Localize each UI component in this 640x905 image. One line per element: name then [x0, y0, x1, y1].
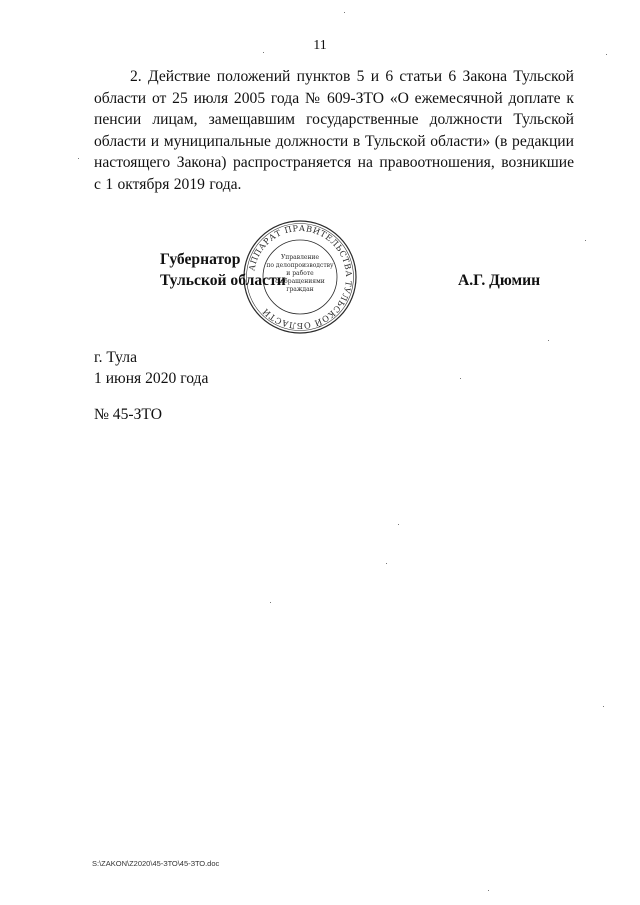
seal-center-line-3: и работе — [286, 270, 314, 277]
scan-speck — [270, 602, 271, 603]
signature-name: А.Г. Дюмин — [458, 272, 541, 289]
place-and-date — [94, 347, 208, 389]
scan-speck — [585, 240, 586, 241]
signature-title-line-1: Губернатор — [160, 251, 241, 268]
paragraph-line-5: распространяется на правоотношения, возникшие с 1 октября 2019 года. — [94, 154, 575, 193]
scan-speck — [606, 54, 607, 55]
paragraph-line-1: 2. Действие положений пунктов 5 и 6 статьи 6 Закона Тульской области — [94, 68, 574, 107]
paragraph-line-2: от 25 июля 2005 года № 609-ЗТО «О ежемесячной доплате к пенсии лицам, — [94, 89, 574, 128]
scan-speck — [78, 158, 79, 159]
scan-speck — [460, 378, 461, 379]
signing-date: 1 июня 2020 года — [94, 370, 209, 387]
page-number: 11 — [313, 38, 327, 53]
seal-center-line-2: по делопроизводству — [266, 262, 334, 269]
scan-speck — [603, 706, 604, 707]
scan-speck — [488, 890, 489, 891]
paragraph-line-4: должности в Тульской области» (в редакции настоящего Закона) — [94, 132, 574, 171]
paragraph-line-3: замещавшим государственные должности Тульской области и муниципальные — [94, 111, 574, 150]
scan-speck — [386, 563, 387, 564]
scan-speck — [344, 12, 345, 13]
law-number: № 45-ЗТО — [94, 406, 162, 423]
city: г. Тула — [94, 349, 137, 366]
seal-ring-text: АППАРАТ ПРАВИТЕЛЬСТВА ТУЛЬСКОЙ ОБЛАСТИ — [246, 222, 355, 332]
main-paragraph — [94, 66, 574, 195]
seal-center-line-1: Управление — [280, 254, 320, 261]
signature-title — [160, 249, 286, 291]
footer-file-path: S:\ZAKON\Z2020\45-ЗТО\45-ЗТО.doc — [92, 859, 220, 868]
seal-center-line-5: граждан — [286, 286, 314, 293]
scan-speck — [548, 340, 549, 341]
seal-center-line-4: с обращениями — [275, 278, 325, 285]
scan-speck — [263, 52, 264, 53]
scan-speck — [398, 524, 399, 525]
signature-title-line-2: Тульской области — [160, 272, 286, 289]
